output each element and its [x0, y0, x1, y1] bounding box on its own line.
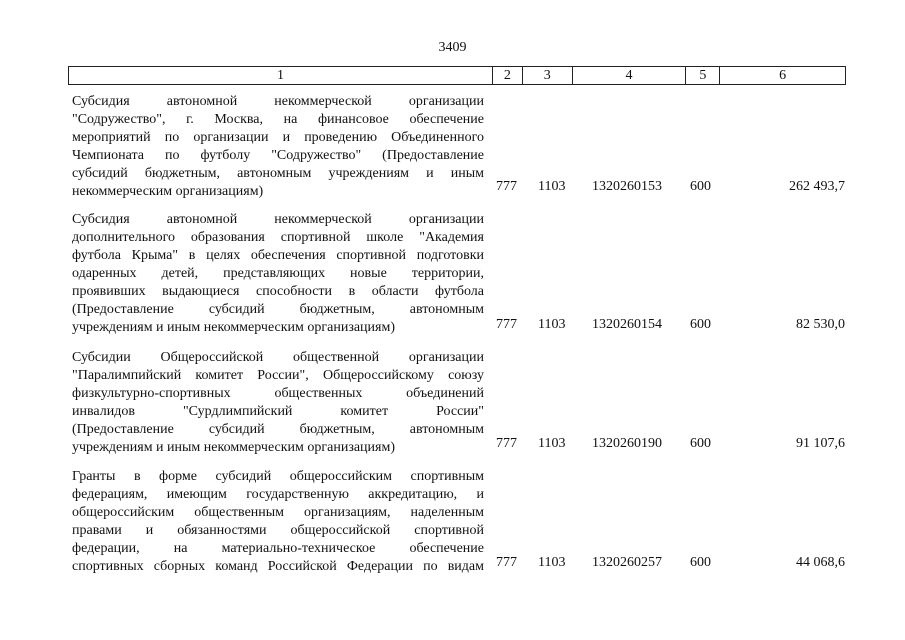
row-description	[72, 211, 484, 337]
description-line: (Предоставление субсидий бюджетным, автономным	[72, 422, 484, 437]
header-col-6: 6	[779, 68, 787, 83]
description-line: инвалидов "Сурдлимпийский комитет России"	[72, 404, 484, 419]
target-article-code: 1320260190	[592, 436, 662, 451]
target-article-code: 1320260154	[592, 317, 662, 332]
description-line: спортивных сборных команд Российской Федерации по видам	[72, 559, 484, 574]
description-line: проявивших выдающиеся способности в области футбола	[72, 284, 484, 299]
section-code: 1103	[538, 436, 566, 451]
description-line: субсидий бюджетным, автономным учреждениям и иным	[72, 166, 484, 181]
description-line: Чемпионата по футболу "Содружество" (Предоставление	[72, 148, 484, 163]
description-line: общероссийским общественным организациям, наделенным	[72, 505, 484, 520]
ministry-code: 777	[496, 436, 517, 451]
header-col-4: 4	[573, 67, 687, 84]
description-line: федерации, на материально-техническое обеспечение	[72, 541, 484, 556]
expense-type-code: 600	[690, 436, 711, 451]
section-code: 1103	[538, 555, 566, 570]
description-line: Субсидия автономной некоммерческой организации	[72, 94, 484, 109]
expense-type-code: 600	[690, 179, 711, 194]
description-line: одаренных детей, представляющих новые территории,	[72, 266, 484, 281]
description-line: физкультурно-спортивных общественных объединений	[72, 386, 484, 401]
amount-value: 44 068,6	[796, 555, 845, 570]
target-article-code: 1320260153	[592, 179, 662, 194]
row-description	[72, 93, 484, 201]
target-article-code: 1320260257	[592, 555, 662, 570]
expense-type-code: 600	[690, 555, 711, 570]
description-line: правами и обязанностями общероссийской спортивной	[72, 523, 484, 538]
ministry-code: 777	[496, 317, 517, 332]
table-header-row	[68, 66, 846, 85]
description-line: Гранты в форме субсидий общероссийским спортивным	[72, 469, 484, 484]
row-description	[72, 349, 484, 457]
description-line: "Паралимпийский комитет России", Общероссийскому союзу	[72, 368, 484, 383]
section-code: 1103	[538, 179, 566, 194]
page-number: 3409	[438, 40, 467, 55]
description-line: Субсидии Общероссийской общественной организации	[72, 350, 484, 365]
description-line: учреждениям и иным некоммерческим организациям)	[72, 320, 396, 335]
description-line: федерациям, имеющим государственную аккредитацию, и	[72, 487, 484, 502]
description-line: футбола Крыма" в целях обеспечения спортивной подготовки	[72, 248, 484, 263]
expense-type-code: 600	[690, 317, 711, 332]
row-description	[72, 468, 484, 576]
amount-value: 262 493,7	[789, 179, 845, 194]
amount-value: 91 107,6	[796, 436, 845, 451]
section-code: 1103	[538, 317, 566, 332]
description-line: (Предоставление субсидий бюджетным, автономным	[72, 302, 484, 317]
description-line: некоммерческим организациям)	[72, 184, 264, 199]
header-col-3: 3	[523, 67, 573, 84]
description-line: учреждениям и иным некоммерческим организациям)	[72, 440, 396, 455]
header-col-2: 2	[493, 67, 523, 84]
header-col-5: 5	[686, 67, 720, 84]
description-line: "Содружество", г. Москва, на финансовое обеспечение	[72, 112, 484, 127]
description-line: мероприятий по организации и проведению Объединенного	[72, 130, 484, 145]
ministry-code: 777	[496, 179, 517, 194]
description-line: Субсидия автономной некоммерческой организации	[72, 212, 484, 227]
ministry-code: 777	[496, 555, 517, 570]
amount-value: 82 530,0	[796, 317, 845, 332]
header-col-1: 1	[69, 67, 493, 84]
description-line: дополнительного образования спортивной школе "Академия	[72, 230, 484, 245]
